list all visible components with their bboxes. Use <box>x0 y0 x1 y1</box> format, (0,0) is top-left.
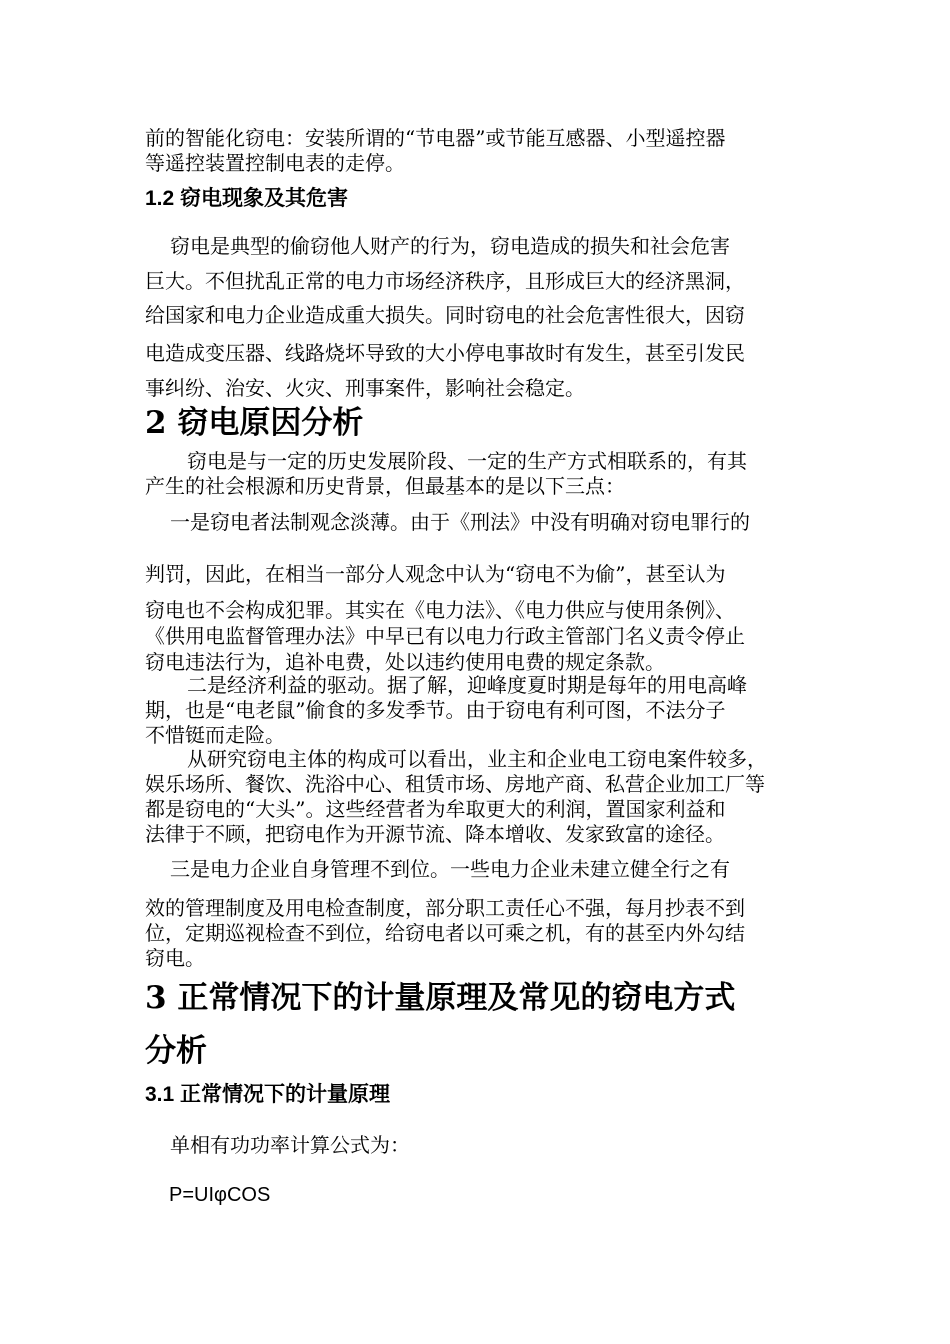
reason-3-paragraph <box>145 857 745 971</box>
text-line: 二是经济利益的驱动。据了解，迎峰度夏时期是每年的用电高峰 <box>187 673 747 697</box>
text-line: 位，定期巡视检查不到位，给窃电者以可乘之机，有的甚至内外勾结 <box>145 921 745 945</box>
text-line: 从研究窃电主体的构成可以看出，业主和企业电工窃电案件较多， <box>187 747 767 771</box>
reason-2-paragraph <box>145 673 747 748</box>
text-line: 娱乐场所、餐饮、洗浴中心、租赁市场、房地产商、私营企业加工厂等 <box>145 772 765 796</box>
text-line: 不惜铤而走险。 <box>145 723 285 747</box>
text-line: 巨大。不但扰乱正常的电力市场经济秩序，且形成巨大的经济黑洞， <box>145 269 745 293</box>
text-line: 窃电也不会构成犯罪。其实在《电力法》、《电力供应与使用条例》、 <box>145 598 735 622</box>
section-2-heading: 2 窃电原因分析 <box>145 405 364 441</box>
text-line: 前的智能化窃电：安装所谓的“节电器”或节能互感器、小型遥控器 <box>145 126 726 150</box>
text-line: 给国家和电力企业造成重大损失。同时窃电的社会危害性很大，因窃 <box>145 303 745 327</box>
section-1-2-paragraph <box>145 234 745 401</box>
section-2-intro <box>145 449 747 499</box>
heading-line: 3 正常情况下的计量原理及常见的窃电方式 <box>145 980 736 1016</box>
text-line: 等遥控装置控制电表的走停。 <box>145 151 405 175</box>
section-3-1-heading: 3.1 正常情况下的计量原理 <box>145 1083 391 1106</box>
reason-1-paragraph <box>145 510 750 675</box>
analysis-paragraph <box>145 747 767 847</box>
text-line: 期，也是“电老鼠”偷食的多发季节。由于窃电有利可图，不法分子 <box>145 698 726 722</box>
section-3-heading <box>145 972 735 1078</box>
text-line: 窃电违法行为，追补电费，处以违约使用电费的规定条款。 <box>145 650 665 674</box>
formula-intro: 单相有功功率计算公式为： <box>170 1133 410 1157</box>
text-line: 法律于不顾，把窃电作为开源节流、降本增收、发家致富的途径。 <box>145 822 725 846</box>
text-line: 一是窃电者法制观念淡薄。由于《刑法》中没有明确对窃电罪行的 <box>170 510 750 534</box>
text-line: 三是电力企业自身管理不到位。一些电力企业未建立健全行之有 <box>170 857 730 881</box>
text-line: 都是窃电的“大头”。这些经营者为牟取更大的利润，置国家利益和 <box>145 797 726 821</box>
heading-line: 分析 <box>145 1033 207 1069</box>
section-1-2-heading: 1.2 窃电现象及其危害 <box>145 187 349 210</box>
text-line: 效的管理制度及用电检查制度，部分职工责任心不强，每月抄表不到 <box>145 896 745 920</box>
text-line: 事纠纷、治安、火灾、刑事案件，影响社会稳定。 <box>145 376 585 400</box>
text-line: 窃电。 <box>145 946 205 970</box>
text-line: 电造成变压器、线路烧坏导致的大小停电事故时有发生，甚至引发民 <box>145 341 745 365</box>
text-line: 窃电是与一定的历史发展阶段、一定的生产方式相联系的，有其 <box>187 449 747 473</box>
intro-paragraph <box>145 126 725 176</box>
text-line: 产生的社会根源和历史背景，但最基本的是以下三点： <box>145 474 625 498</box>
power-formula: P=UIφCOS <box>169 1184 271 1206</box>
text-line: 《供用电监督管理办法》中早已有以电力行政主管部门名义责令停止 <box>145 624 745 648</box>
text-line: 判罚，因此，在相当一部分人观念中认为“窃电不为偷”，甚至认为 <box>145 562 726 586</box>
text-line: 窃电是典型的偷窃他人财产的行为，窃电造成的损失和社会危害 <box>170 234 730 258</box>
